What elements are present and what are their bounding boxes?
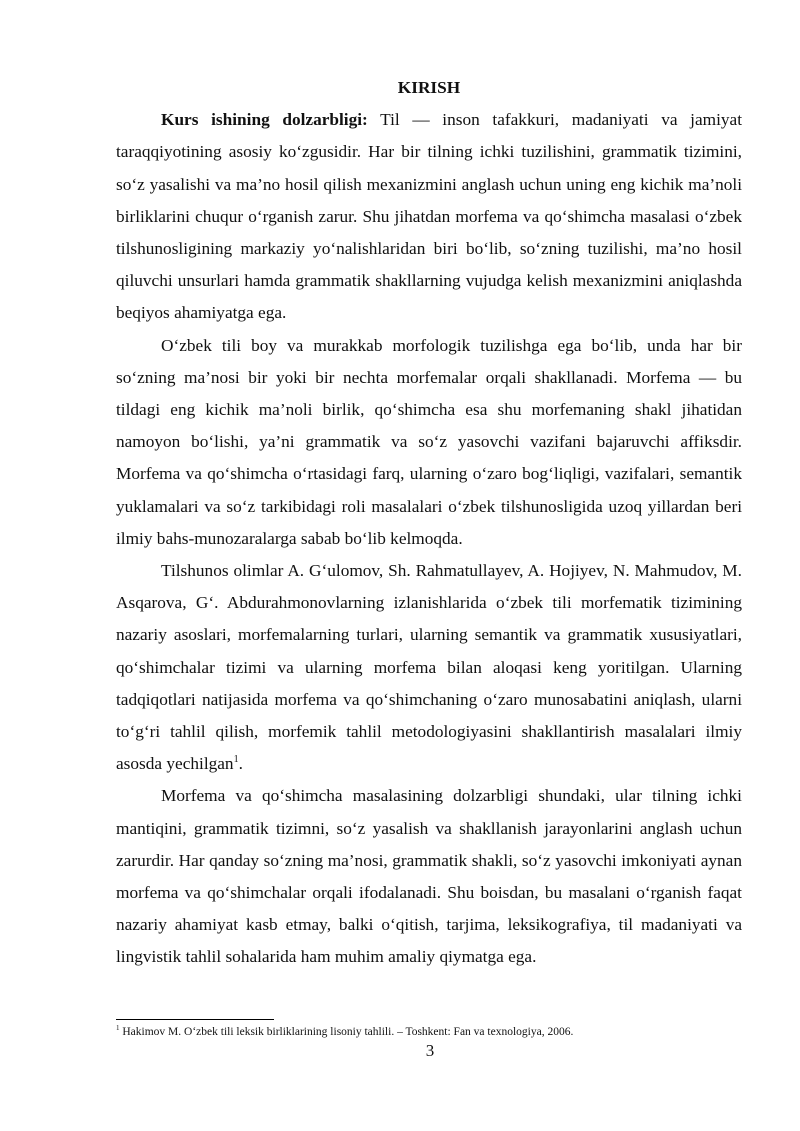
paragraph-text: O‘zbek tili boy va murakkab morfologik tuzilishga ega bo‘lib, unda har bir so‘zning ma’nosi bir yoki bir nechta morfemalar orqali shakllanadi. Morfema — bu tildagi eng kichik ma’noli birlik, qo‘shimcha esa shu morfemaning shakl jihatidan namoyon bo‘lishi, ya’ni grammatik va so‘z yasovchi vazifani bajaruvchi affiksdir. Morfema va qo‘shimcha o‘rtasidagi farq, ularning o‘zaro bog‘liqligi, vazifalari, semantik yuklamalari va so‘z tarkibidagi roli masalalari o‘zbek tilshunosligida uzoq yillardan beri ilmiy bahs-munozaralarga sabab bo‘lib kelmoqda. xyxy=(116,335,742,548)
footnote-mark: 1 xyxy=(116,1024,120,1033)
footnote xyxy=(116,1024,742,1040)
paragraph-relevance xyxy=(116,104,742,329)
paragraph-importance xyxy=(116,780,742,973)
footnote-reference[interactable]: 1 xyxy=(233,754,239,766)
paragraph-text: Tilshunos olimlar A. G‘ulomov, Sh. Rahmatullayev, A. Hojiyev, N. Mahmudov, M. Asqarova, G‘. Abdurahmonovlarning izlanishlarida o‘zbek tili morfematik tizimining nazariy asoslari, morfemalarning turlari, ularning semantik va grammatik xususiyatlari, qo‘shimchalar tizimi va ularning morfema bilan aloqasi keng yoritilgan. Ularning tadqiqotlari natijasida morfema va qo‘shimchaning o‘zaro munosabatini aniqlash, ularni to‘g‘ri tahlil qilish, morfemik tahlil metodologiyasini shakllantirish masalalari ilmiy asosda yechilgan xyxy=(116,561,742,774)
paragraph-scholars xyxy=(116,555,742,780)
footnote-divider xyxy=(116,1019,274,1020)
paragraph-text: Morfema va qo‘shimcha masalasining dolzarbligi shundaki, ular tilning ichki mantiqini, grammatik tizimni, so‘z yasalish va shakllanish jarayonlarini anglash uchun zarurdir. Har qanday so‘zning ma’nosi, grammatik shakli, so‘z yasovchi imkoniyati aynan morfema va qo‘shimchalar orqali ifodalanadi. Shu boisdan, bu masalani o‘rganish faqat nazariy ahamiyat kasb etmay, balki o‘qitish, tarjima, leksikografiya, til madaniyati va lingvistik tahlil sohalarida ham muhim amaliy qiymatga ega. xyxy=(116,786,742,967)
paragraph-tail: . xyxy=(238,754,243,774)
paragraph-lead: Kurs ishining dolzarbligi: xyxy=(161,110,368,130)
document-page xyxy=(116,72,742,974)
paragraph-morphology xyxy=(116,330,742,555)
page-number: 3 xyxy=(425,1041,435,1060)
section-title: KIRISH xyxy=(397,78,461,97)
paragraph-text: Til — inson tafakkuri, madaniyati va jamiyat taraqqiyotining asosiy ko‘zgusidir. Har bir tilning ichki tuzilishini, grammatik tizimini, so‘z yasalishi va ma’no hosil qilish mexanizmini anglash uchun uning eng kichik ma’noli birliklarini chuqur o‘rganish zarur. Shu jihatdan morfema va qo‘shimcha masalasi o‘zbek tilshunosligining markaziy yo‘nalishlaridan biri bo‘lib, so‘zning tuzilishi, ma’no hosil qiluvchi unsurlari hamda grammatik shakllarning vujudga kelish mexanizmini aniqlashda beqiyos ahamiyatga ega. xyxy=(116,110,742,323)
footnote-text: Hakimov M. O‘zbek tili leksik birliklarining lisoniy tahlili. – Toshkent: Fan va texnologiya, 2006. xyxy=(119,1026,574,1038)
